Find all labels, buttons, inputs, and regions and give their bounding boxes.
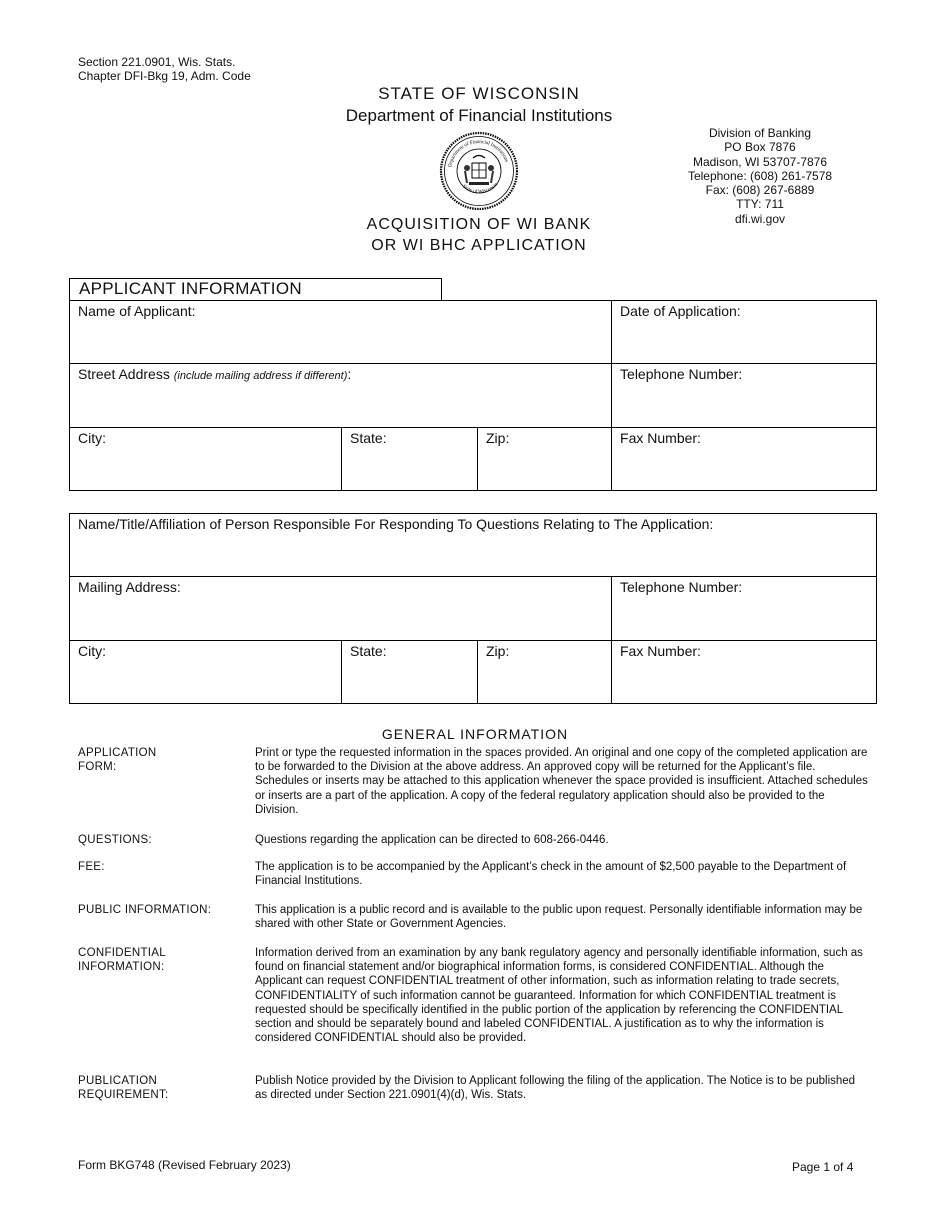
- page-number: Page 1 of 4: [792, 1160, 854, 1174]
- applicant-name-label: Name of Applicant:: [78, 303, 196, 319]
- applicant-fax-label: Fax Number:: [620, 430, 701, 446]
- contact-telephone-label: Telephone Number:: [620, 579, 743, 595]
- responsible-person-label: Name/Title/Affiliation of Person Responsible For Responding To Questions Relating to The Application:: [78, 516, 714, 532]
- street-address-field[interactable]: [70, 364, 612, 428]
- po-box: PO Box 7876: [724, 140, 796, 155]
- telephone: Telephone: (608) 261-7578: [687, 168, 833, 183]
- gi-text-public-information: This application is a public record and is available to the public upon request. Personally identifiable information may be shared with other State or Government Agencies.: [255, 904, 863, 931]
- state-heading: STATE OF WISCONSIN: [378, 84, 580, 103]
- contact-person-table: [69, 513, 877, 704]
- gi-text-publication-requirement: Publish Notice provided by the Division to Applicant following the filing of the application. The Notice is to be published as directed under Section 221.0901(4)(d), Wis. Stats.: [255, 1075, 856, 1102]
- mailing-address-field[interactable]: [70, 577, 612, 641]
- contact-telephone-field[interactable]: [612, 577, 877, 641]
- statute-line-2: Chapter DFI-Bkg 19, Adm. Code: [78, 69, 251, 83]
- svg-text:Department of Financial Instit: Department of Financial Institutions: [447, 138, 510, 168]
- svg-text:State of Wisconsin: State of Wisconsin: [461, 181, 500, 196]
- city-zip: Madison, WI 53707-7876: [692, 154, 828, 169]
- street-address-label: Street Address: [78, 366, 170, 382]
- applicant-fax-field[interactable]: [612, 428, 877, 491]
- department-heading: Department of Financial Institutions: [345, 106, 613, 125]
- contact-fax-field[interactable]: [612, 641, 877, 704]
- contact-city-field[interactable]: [70, 641, 342, 704]
- gi-text-confidential-information: Information derived from an examination by any bank regulatory agency and personally identifiable information, such as found on financial statement and/or biographical information forms, is considered CONFIDENTIAL. Although the Applicant can request CONFIDENTIAL treatment of other information, such as information relating to trade secrets, CONFIDENTIALITY of such information cannot be guaranteed. Information for which CONFIDENTIAL treatment is requested should be specifically identified in the public portion of the application by referencing the CONFIDENTIAL section and should be separately bound and labeled CONFIDENTIAL. A justification as to why the information is considered CONFIDENTIAL should also be provided.: [255, 947, 863, 1045]
- responsible-person-field[interactable]: [70, 514, 877, 577]
- statute-reference: [78, 55, 251, 83]
- contact-zip-label: Zip:: [486, 643, 510, 659]
- applicant-city-field[interactable]: [70, 428, 342, 491]
- applicant-state-label: State:: [350, 430, 387, 446]
- state-seal-logo: [439, 131, 519, 211]
- applicant-info-table: [69, 300, 877, 491]
- division-contact-block: [660, 126, 860, 226]
- form-title-line-1: ACQUISITION OF WI BANK: [366, 216, 592, 233]
- applicant-zip-label: Zip:: [486, 430, 510, 446]
- street-address-colon: :: [347, 366, 352, 382]
- contact-city-label: City:: [78, 643, 106, 659]
- gi-label-fee: FEE:: [78, 861, 105, 873]
- statute-line-1: Section 221.0901, Wis. Stats.: [78, 55, 236, 69]
- gi-text-questions: Questions regarding the application can be directed to 608-266-0446.: [255, 834, 609, 846]
- contact-zip-field[interactable]: [478, 641, 612, 704]
- gi-label-public-information: PUBLIC INFORMATION:: [78, 904, 212, 916]
- gi-label-publication-requirement: PUBLICATION REQUIREMENT:: [78, 1075, 169, 1101]
- website: dfi.wi.gov: [734, 211, 786, 226]
- fax: Fax: (608) 267-6889: [705, 183, 815, 198]
- division-name: Division of Banking: [708, 126, 812, 140]
- gi-text-fee: The application is to be accompanied by the Applicant’s check in the amount of $2,500 payable to the Department of Financial Institutions.: [255, 861, 847, 888]
- application-date-field[interactable]: [612, 301, 877, 364]
- applicant-state-field[interactable]: [342, 428, 478, 491]
- applicant-zip-field[interactable]: [478, 428, 612, 491]
- form-title-line-2: OR WI BHC APPLICATION: [371, 237, 587, 254]
- form-id: Form BKG748 (Revised February 2023): [78, 1158, 291, 1172]
- street-address-note: (include mailing address if different): [173, 370, 348, 382]
- contact-state-label: State:: [350, 643, 387, 659]
- gi-text-application-form: Print or type the requested information in the spaces provided. An original and one copy of the completed application are to be forwarded to the Division at the above address. An approved copy will be returned for the Applicant’s file. Schedules or inserts may be attached to this application whenever the space provided is insufficient. Attached schedules or inserts are a part of the application. A copy of the federal regulatory application should also be provided to the Division.: [255, 747, 868, 816]
- gi-label-questions: QUESTIONS:: [78, 834, 152, 846]
- applicant-telephone-label: Telephone Number:: [620, 366, 743, 382]
- contact-state-field[interactable]: [342, 641, 478, 704]
- form-title: [0, 211, 950, 256]
- applicant-section-title: APPLICANT INFORMATION: [69, 278, 442, 300]
- applicant-telephone-field[interactable]: [612, 364, 877, 428]
- gi-label-application-form: APPLICATION FORM:: [78, 747, 157, 773]
- contact-fax-label: Fax Number:: [620, 643, 701, 659]
- application-date-label: Date of Application:: [620, 303, 741, 319]
- applicant-city-label: City:: [78, 430, 106, 446]
- gi-label-confidential-information: CONFIDENTIAL INFORMATION:: [78, 947, 166, 973]
- mailing-address-label: Mailing Address:: [78, 579, 181, 595]
- tty: TTY: 711: [736, 197, 784, 212]
- applicant-name-field[interactable]: [70, 301, 612, 364]
- general-information-title: GENERAL INFORMATION: [381, 726, 569, 742]
